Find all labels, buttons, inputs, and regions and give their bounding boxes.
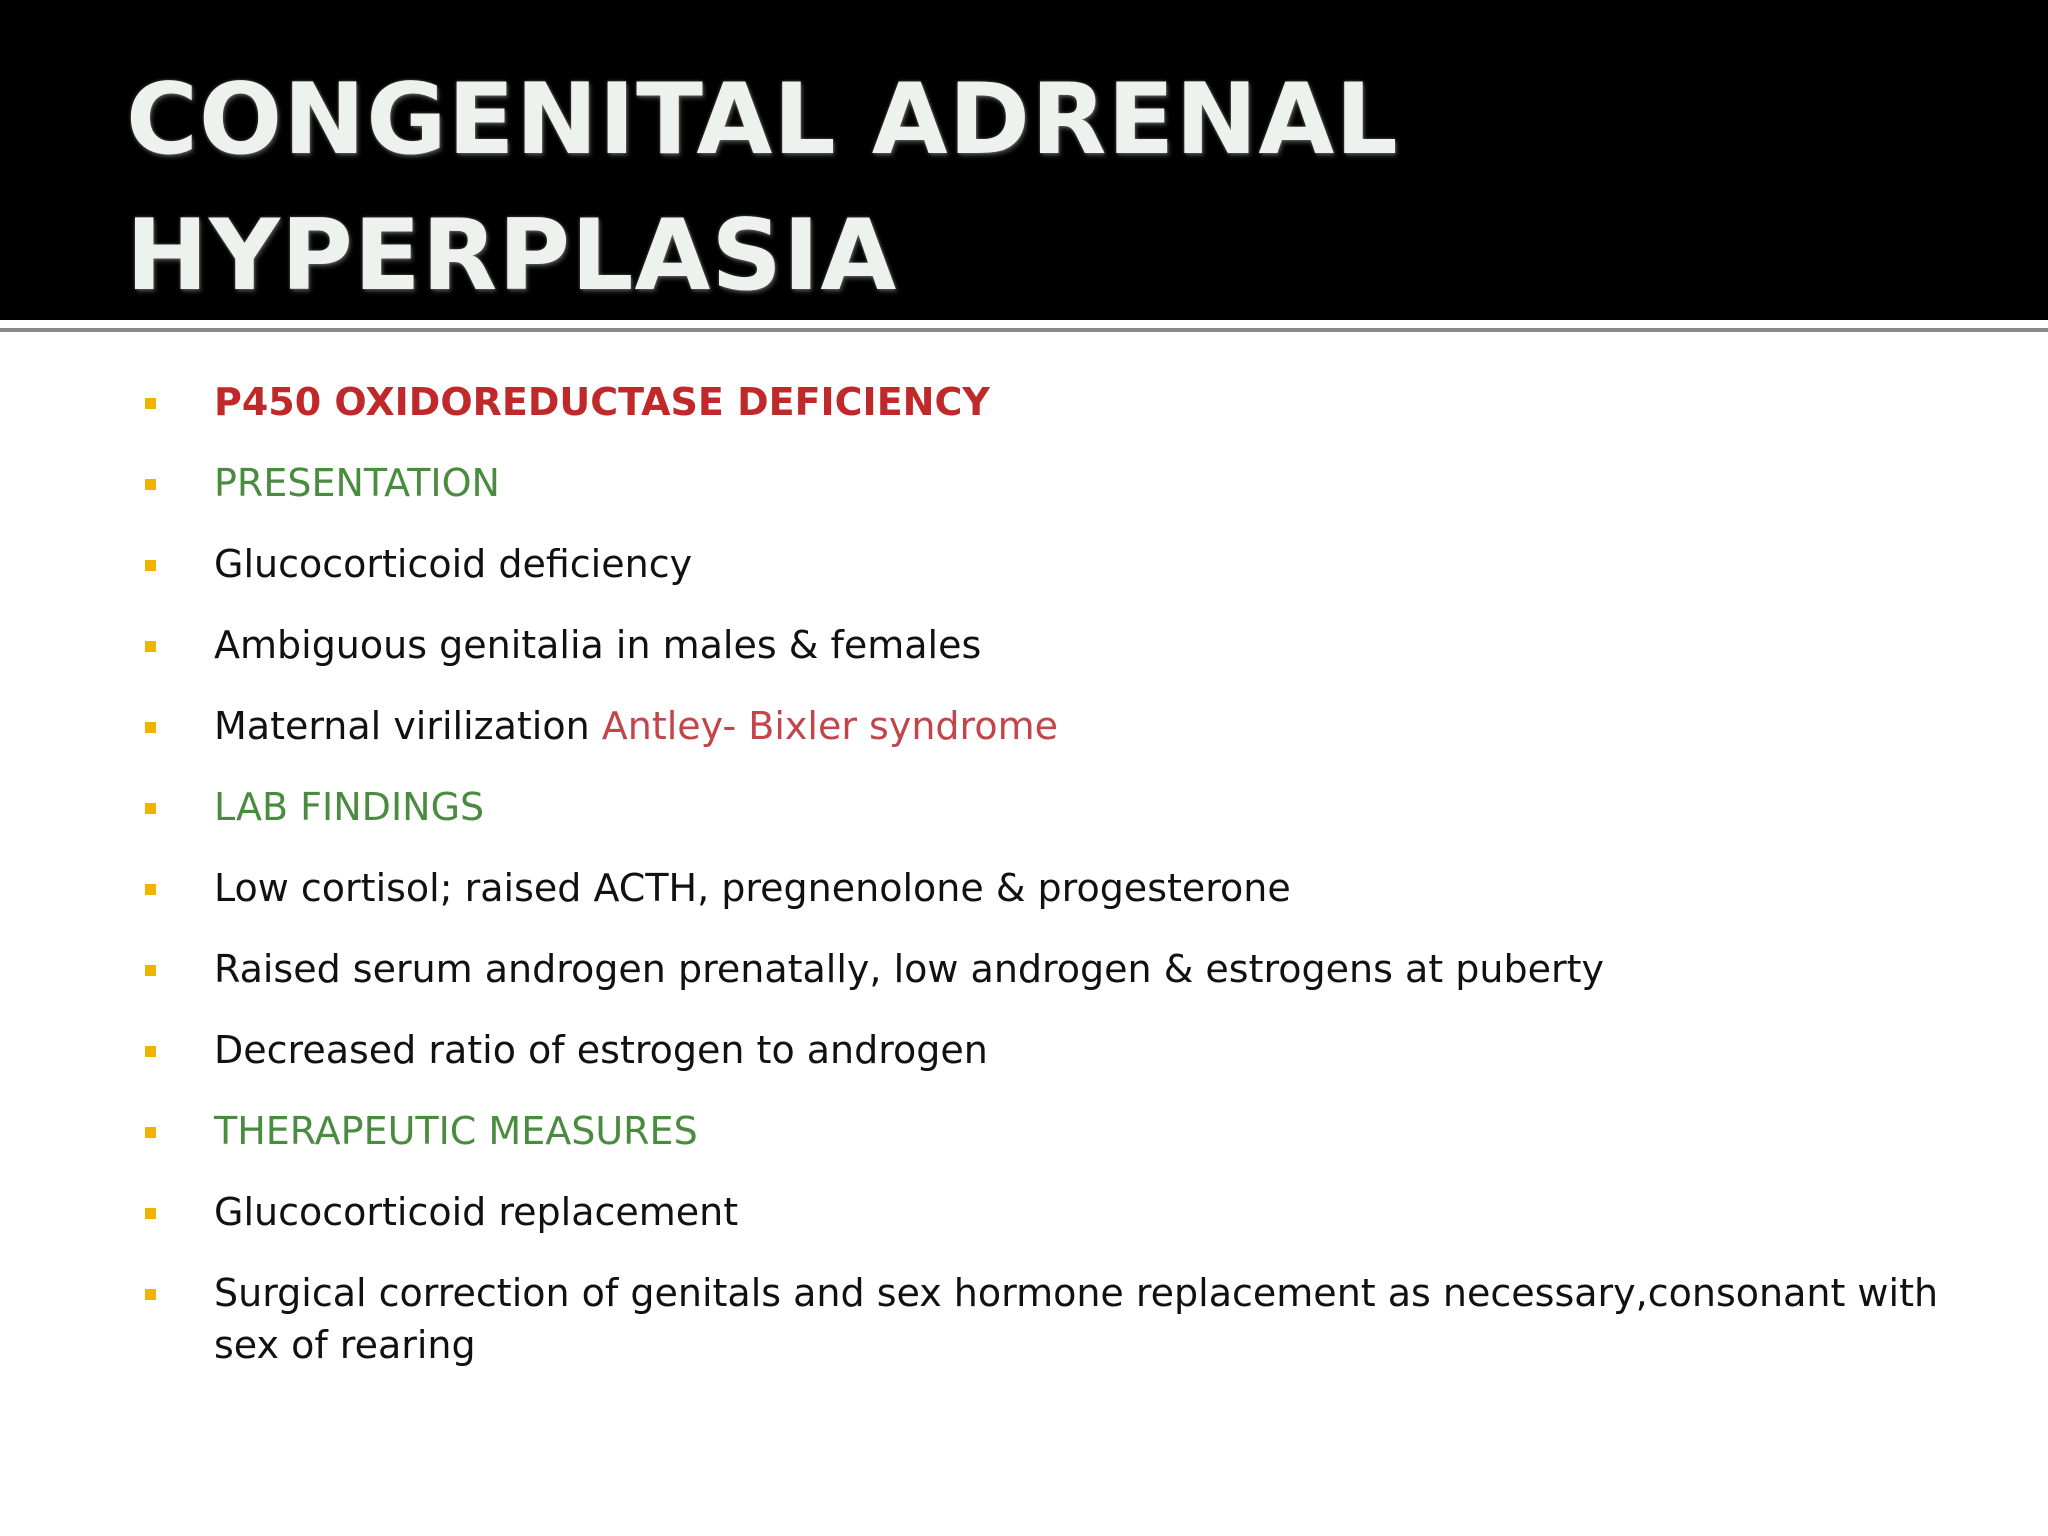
title-divider-gray [0, 328, 2048, 332]
bullet-list [140, 376, 1940, 1400]
bullet-text: LAB FINDINGS [214, 785, 485, 829]
bullet-item [140, 862, 1940, 914]
bullet-text: Glucocorticoid deficiency [214, 542, 693, 586]
square-bullet-icon [145, 641, 156, 652]
title-line-2: HYPERPLASIA [126, 199, 898, 313]
bullet-text: Glucocorticoid replacement [214, 1190, 739, 1234]
square-bullet-icon [145, 1208, 156, 1219]
bullet-item [140, 1024, 1940, 1076]
bullet-item-section [140, 781, 1940, 833]
bullet-text: THERAPEUTIC MEASURES [214, 1109, 698, 1153]
slide-title [126, 52, 1399, 324]
bullet-item-heading [140, 376, 1940, 428]
bullet-item-section [140, 457, 1940, 509]
square-bullet-icon [145, 479, 156, 490]
bullet-item [140, 619, 1940, 671]
title-line-1: CONGENITAL ADRENAL [126, 63, 1399, 177]
bullet-text: Raised serum androgen prenatally, low androgen & estrogens at puberty [214, 947, 1604, 991]
bullet-text-highlight: Antley- Bixler syndrome [601, 704, 1058, 748]
square-bullet-icon [145, 965, 156, 976]
bullet-text: Decreased ratio of estrogen to androgen [214, 1028, 988, 1072]
bullet-item [140, 943, 1940, 995]
square-bullet-icon [145, 398, 156, 409]
square-bullet-icon [145, 722, 156, 733]
bullet-item [140, 1267, 1940, 1371]
bullet-item [140, 1186, 1940, 1238]
title-divider-white [0, 320, 2048, 325]
bullet-text: P450 OXIDOREDUCTASE DEFICIENCY [214, 380, 990, 424]
square-bullet-icon [145, 1289, 156, 1300]
bullet-text: Low cortisol; raised ACTH, pregnenolone & progesterone [214, 866, 1291, 910]
bullet-item-section [140, 1105, 1940, 1157]
square-bullet-icon [145, 1046, 156, 1057]
bullet-text: Maternal virilization [214, 704, 602, 748]
bullet-text: PRESENTATION [214, 461, 500, 505]
bullet-item [140, 700, 1940, 752]
square-bullet-icon [145, 1127, 156, 1138]
square-bullet-icon [145, 803, 156, 814]
bullet-text: Surgical correction of genitals and sex hormone replacement as necessary,consonant with sex of rearing [214, 1271, 1939, 1367]
title-bar [0, 0, 2048, 320]
square-bullet-icon [145, 560, 156, 571]
square-bullet-icon [145, 884, 156, 895]
bullet-item [140, 538, 1940, 590]
bullet-text: Ambiguous genitalia in males & females [214, 623, 982, 667]
